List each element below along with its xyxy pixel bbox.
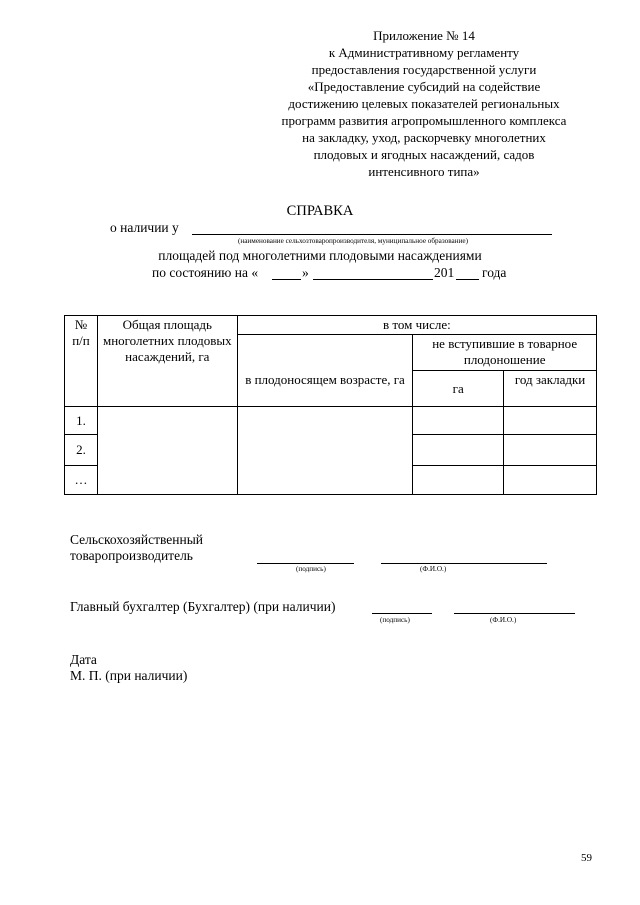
header-number-line2: п/п	[72, 333, 90, 348]
year-field[interactable]	[456, 279, 479, 280]
header-line: к Административному регламенту	[328, 45, 520, 60]
state-date-prefix: по состоянию на «	[152, 265, 259, 280]
ha-cell[interactable]	[413, 466, 504, 495]
availability-label: о наличии у	[110, 220, 179, 235]
plantations-table	[64, 315, 597, 495]
year-cell[interactable]	[504, 435, 597, 466]
producer-signature-line[interactable]	[257, 563, 354, 564]
state-year-prefix: 201	[434, 265, 455, 280]
header-line: интенсивного типа»	[368, 164, 480, 179]
header-number	[65, 316, 98, 407]
accountant-name-line[interactable]	[454, 613, 575, 614]
row-number: 1.	[65, 407, 98, 435]
row-number: 2.	[65, 435, 98, 466]
total-area-cell[interactable]	[97, 407, 237, 495]
state-date-mid: »	[302, 265, 309, 280]
row-number: …	[65, 466, 98, 495]
stamp-label: М. П. (при наличии)	[70, 668, 188, 683]
organization-caption: (наименование сельхозтоваропроизводителя, муниципальное образование)	[238, 237, 468, 245]
header-line: программ развития агропромышленного комплекса	[281, 113, 567, 128]
header-fruiting: в плодоносящем возрасте, га	[237, 335, 413, 407]
organization-name-line[interactable]	[192, 234, 552, 235]
header-line: на закладку, уход, раскорчевку многолетних	[302, 130, 546, 145]
producer-name-caption: (Ф.И.О.)	[420, 565, 447, 573]
area-line: площадей под многолетними плодовыми насаждениями	[158, 248, 482, 263]
accountant-name-caption: (Ф.И.О.)	[490, 616, 517, 624]
fruiting-cell[interactable]	[237, 407, 413, 495]
producer-label-line2: товаропроизводитель	[70, 548, 193, 563]
producer-name-line[interactable]	[381, 563, 547, 564]
date-label: Дата	[70, 652, 97, 667]
header-line: плодовых и ягодных насаждений, садов	[313, 147, 535, 162]
day-field[interactable]	[272, 279, 301, 280]
page-number: 59	[581, 852, 592, 864]
ha-cell[interactable]	[413, 407, 504, 435]
appendix-header	[252, 27, 596, 180]
header-year: год закладки	[504, 371, 597, 407]
accountant-signature-caption: (подпись)	[380, 616, 410, 624]
accountant-signature-line[interactable]	[372, 613, 432, 614]
header-including: в том числе:	[237, 316, 596, 335]
month-field[interactable]	[313, 279, 433, 280]
year-cell[interactable]	[504, 466, 597, 495]
accountant-label: Главный бухгалтер (Бухгалтер) (при наличии)	[70, 599, 336, 614]
producer-label-line1: Сельскохозяйственный	[70, 532, 204, 547]
state-date-suffix: года	[482, 265, 507, 280]
header-line: предоставления государственной услуги	[311, 62, 537, 77]
header-not-fruiting: не вступившие в товарное плодоношение	[413, 335, 597, 371]
header-total-area: Общая площадь многолетних плодовых насаждений, га	[97, 316, 237, 407]
header-line: достижению целевых показателей региональных	[288, 96, 560, 111]
year-cell[interactable]	[504, 407, 597, 435]
header-ha: га	[413, 371, 504, 407]
header-number-line1: №	[74, 317, 88, 332]
ha-cell[interactable]	[413, 435, 504, 466]
producer-signature-caption: (подпись)	[296, 565, 326, 573]
header-line: «Предоставление субсидий на содействие	[307, 79, 541, 94]
document-title: СПРАВКА	[286, 203, 354, 219]
header-line: Приложение № 14	[373, 28, 475, 43]
